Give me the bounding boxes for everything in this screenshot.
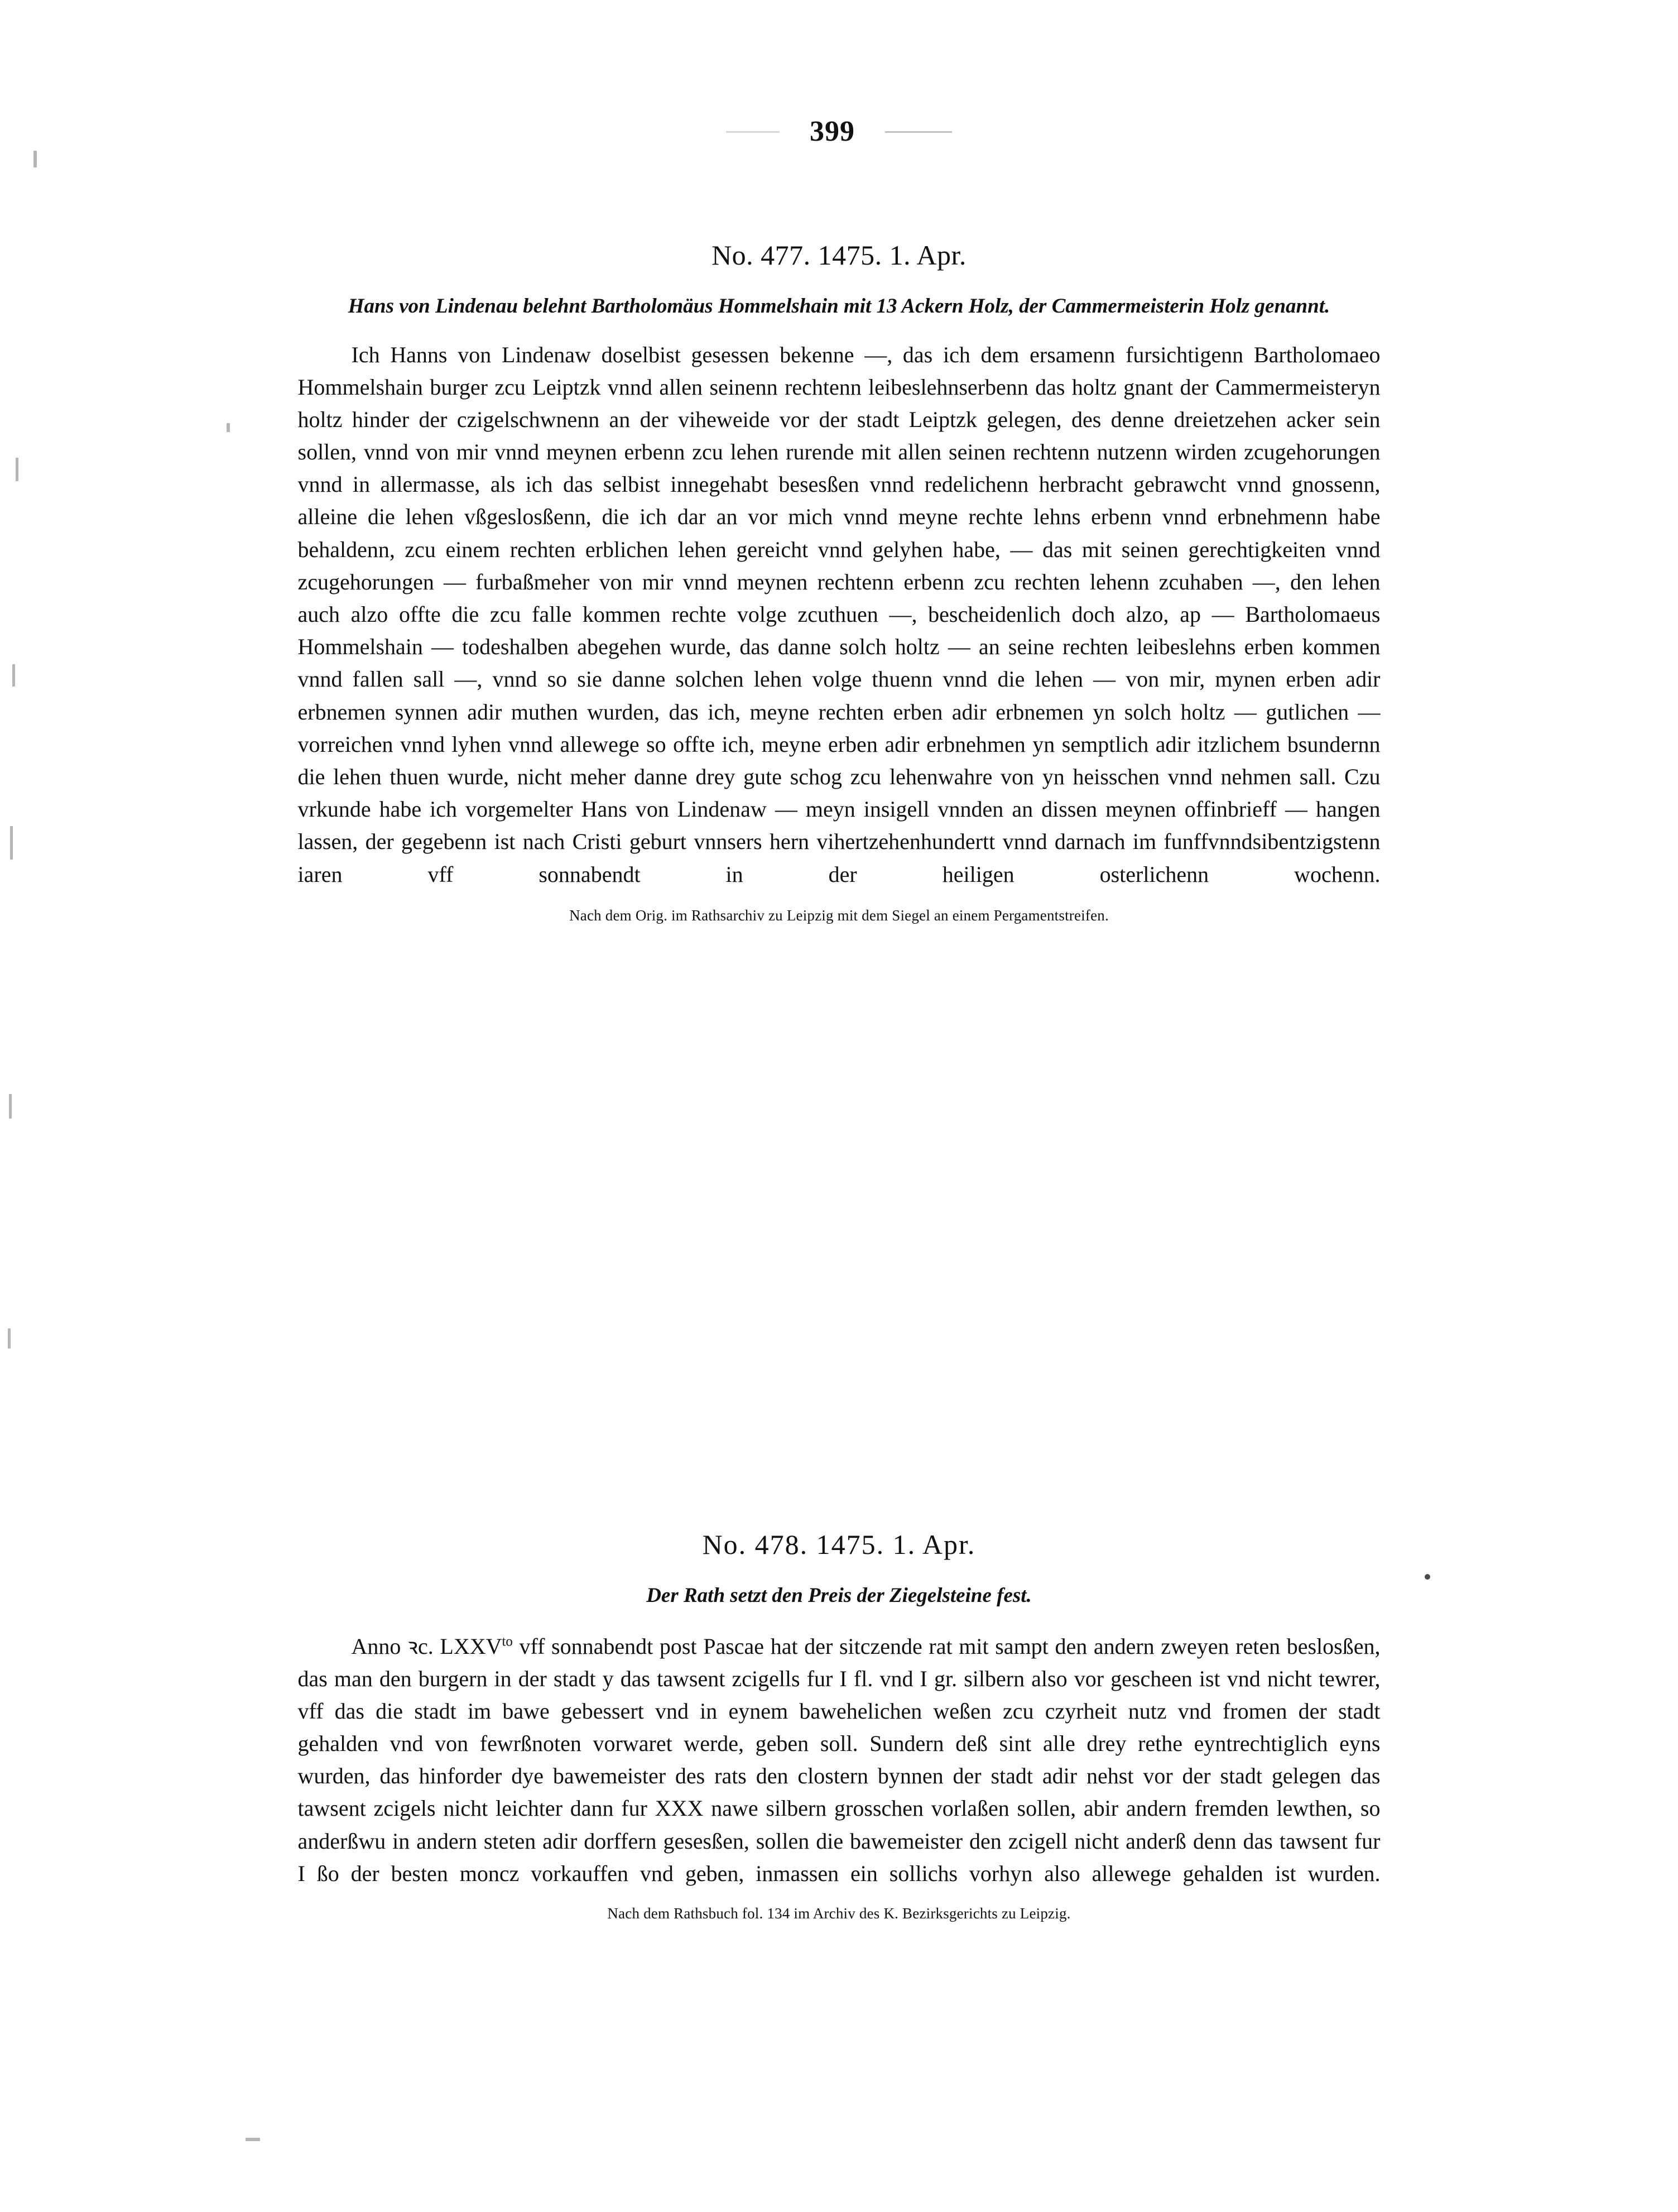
entry-body-text [298, 1630, 1381, 1890]
document-entry-478 [0, 1529, 1678, 1925]
header-rule-right [885, 131, 952, 133]
entry-source-note: Nach dem Orig. im Rathsarchiv zu Leipzig mit dem Siegel an einem Pergamentstreifen. [569, 906, 1109, 924]
entry-body-content: vff sonnabendt post Pascae hat der sitczende rat mit sampt den andern zweyen reten beslosßen, das man den burgern in der stadt y das tawsent zcigells fur I fl. vnd I gr. silbern also vor gescheen ist vnd nicht tewrer, vff das die stadt im bawe gebessert vnd in eynem bawehelichen weßen zcu czyrheit nutz vnd fromen der stadt gehalden vnd von fewrßnoten vorwaret werde, geben soll. Sundern deß sint alle drey rethe eyntrechtiglich eyns wurden, das hinforder dye bawemeister des rats den clostern bynnen der stadt adir nehst vor der stadt gelegen das tawsent zcigels nicht leichter dann fur XXX nawe silbern grosschen vorlaßen sollen, abir andern fremden lewthen, so anderßwu in andern steten adir dorffern gesesßen, sollen die bawemeister den zcigell nicht anderß denn das tawsent fur I ßo der besten moncz vorkauffen vnd geben, inmassen ein sollichs vorhyn also allewege gehalden ist wurden. [297, 1633, 1381, 1886]
entry-heading: No. 478. 1475. 1. Apr. [702, 1529, 976, 1560]
scan-speckle [246, 2138, 260, 2141]
document-entry-477 [0, 240, 1678, 926]
page-number: 399 [810, 116, 855, 147]
scan-speckle [8, 1328, 11, 1349]
entry-source-note: Nach dem Rathsbuch fol. 134 im Archiv des K. Bezirksgerichts zu Leipzig. [607, 1905, 1071, 1922]
entry-body-content: Ich Hanns von Lindenaw doselbist gesessen bekenne —, das ich dem ersamenn fursichtigenn Bartholomaeo Hommelshain burger zcu Leiptzk vnnd allen seinenn rechtenn leibeslehnserbenn das holtz gnant der Cammermeisteryn holtz hinder der czigelschwnenn an der viheweide vor der stadt Leiptzk gelegen, des denne dreietzehen acker sein sollen, vnnd von mir vnnd meynen erbenn zcu lehen rurende mit allen seinen rechtenn nutzenn wirden zcugehorungen vnnd in allermasse, als ich das selbist innegehabt besesßen vnnd redelichenn herbracht gebrawcht vnnd gnossenn, alleine die lehen vßgeslosßenn, die ich dar an vor mich vnnd meyne rechte lehns erbenn vnnd erbnehmenn habe behaldenn, zcu einem rechten erblichen lehen gereicht vnnd gelyhen habe, — das mit seinen gerechtigkeiten vnnd zcugehorungen — furbaßmeher von mir vnnd meynen rechtenn erbenn zcu rechten lehenn zcuhaben —, den lehen auch alzo offte die zcu falle kommen rechte volge zcuthuen —, bescheidenlich doch alzo, ap — Bartholomaeus Hommelshain — todeshalben abegehen wurde, das danne solch holtz — an seine rechten leibeslehns erben kommen vnnd fallen sall —, vnnd so sie danne solchen lehen volge thuenn vnnd die lehen — von mir, mynen erben adir erbnemen synnen adir muthen wurden, das ich, meyne rechten erben adir erbnemen yn solch holtz — gutlichen — vorreichen vnnd lyhen vnnd allewege so offte ich, meyne erben adir erbnehmen yn semptlich adir itzlichem bsundernn die lehen thuen wurde, nicht meher danne drey gute schog zcu lehenwahre von yn heisschen vnnd nehmen sall. Czu vrkunde habe ich vorgemelter Hans von Lindenaw — meyn insigell vnnden an dissen meynen offinbrieff — hangen lassen, der gegebenn ist nach Cristi geburt vnnsers hern vihertzehenhundertt vnnd darnach im funffvnndsibentzigstenn iaren vff sonnabendt in der heiligen osterlichenn wochenn. [297, 342, 1381, 887]
header-rule-left [726, 131, 780, 133]
entry-subtitle: Der Rath setzt den Preis der Ziegelsteine fest. [646, 1584, 1032, 1607]
running-head [0, 117, 1678, 146]
entry-heading: No. 477. 1475. 1. Apr. [711, 239, 967, 271]
entry-body-text [298, 339, 1381, 891]
scan-speckle [9, 1094, 12, 1119]
ordinal-superscript: to [502, 1634, 513, 1649]
scan-speckle [33, 151, 37, 167]
entry-subtitle: Hans von Lindenau belehnt Bartholomäus Hommelshain mit 13 Ackern Holz, der Cammermeisterin Holz genannt. [348, 295, 1330, 318]
entry-body-dateline: Anno ꝛc. LXXV [351, 1633, 502, 1659]
